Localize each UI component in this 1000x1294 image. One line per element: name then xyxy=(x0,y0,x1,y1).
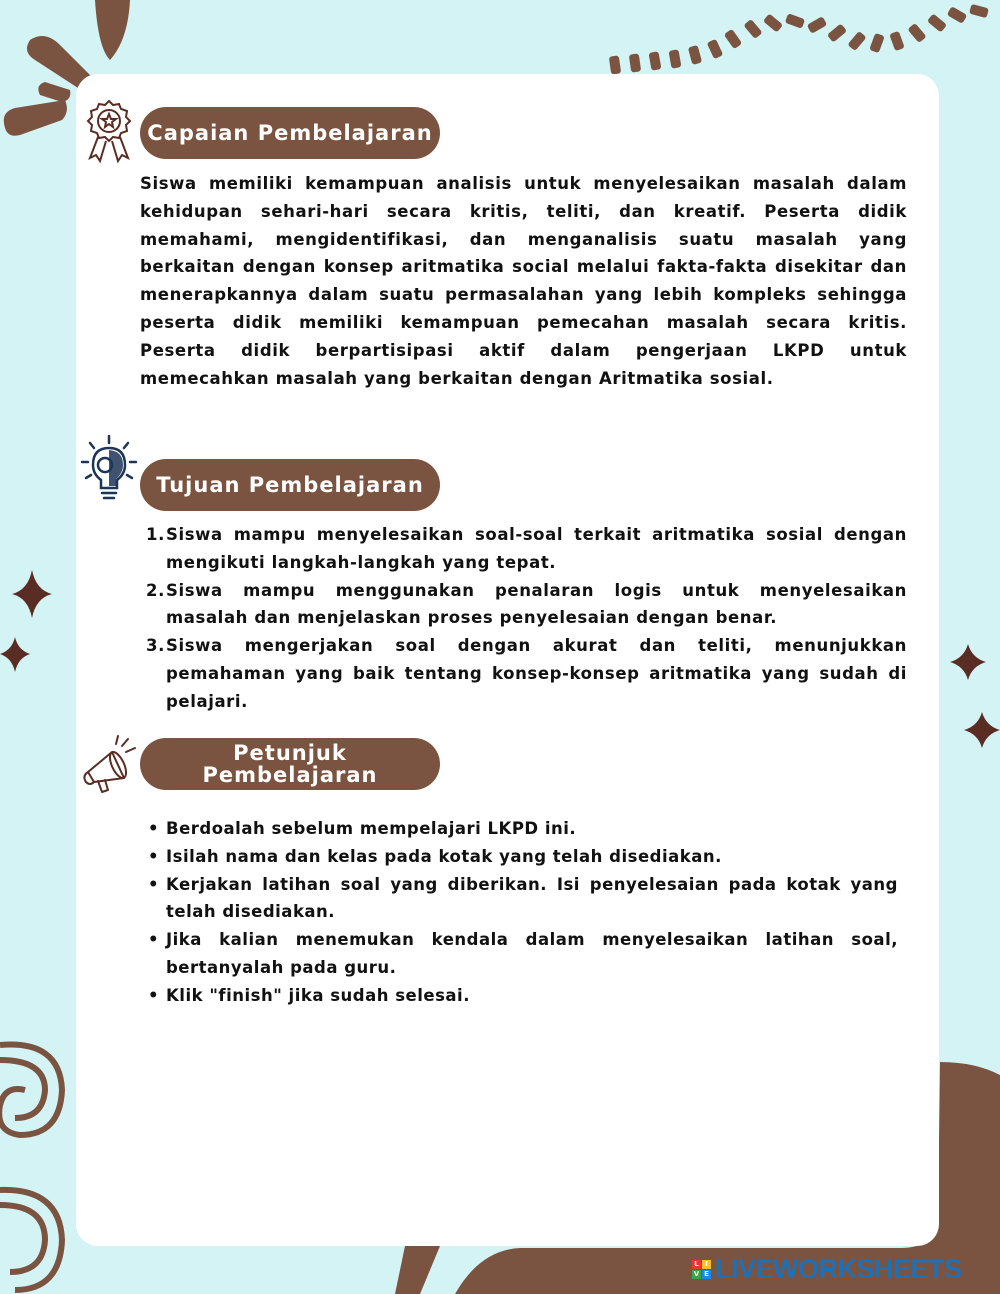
tujuan-item-number: 1. xyxy=(146,525,165,544)
sparkle-left-small xyxy=(0,637,30,672)
tujuan-item-number: 3. xyxy=(146,636,165,656)
tujuan-item xyxy=(146,577,907,633)
tujuan-title-pill xyxy=(140,459,440,511)
sparkle-right-bottom xyxy=(964,712,1000,748)
liveworksheets-logo[interactable] xyxy=(692,1254,962,1284)
logo-text: LIVEWORKSHEETS xyxy=(715,1253,962,1284)
award-ribbon-icon xyxy=(82,98,136,164)
petunjuk-item xyxy=(146,982,898,1010)
tujuan-item-text: Siswa mengerjakan soal dengan akurat dan teliti, menunjukkan pemahaman yang baik tentang konsep-konsep aritmatika yang sudah di pelajari. xyxy=(166,636,907,711)
bullet-icon: • xyxy=(148,819,160,838)
badge-letter: I xyxy=(702,1260,711,1269)
bullet-icon: • xyxy=(148,985,160,1005)
petunjuk-item xyxy=(146,871,898,927)
petunjuk-item-text: Kerjakan latihan soal yang diberikan. Isi penyelesaian pada kotak yang telah disediakan. xyxy=(166,874,898,922)
badge-letter: L xyxy=(692,1260,701,1269)
petunjuk-item-text: Klik "finish" jika sudah selesai. xyxy=(166,985,470,1005)
tujuan-item-number: 2. xyxy=(146,580,165,600)
lightbulb-gear-icon xyxy=(80,434,138,510)
petunjuk-list xyxy=(146,815,898,1010)
tujuan-item-text: Siswa mampu menggunakan penalaran logis untuk menyelesaikan masalah dan menjelaskan proses penyelesaian dengan benar. xyxy=(166,580,907,628)
capaian-body: Siswa memiliki kemampuan analisis untuk menyelesaikan masalah dalam kehidupan sehari-hari secara kritis, teliti, dan kreatif. Peserta didik memahami, mengidentifikasi, dan menganalisis suatu masalah yang berkaitan dengan konsep aritmatika social melalui fakta-fakta disekitar dan menerapkannya dalam suatu permasalahan yang lebih kompleks sehingga peserta didik memiliki kemampuan pemecahan masalah secara kritis. Peserta didik berpartisipasi aktif dalam pengerjaan LKPD untuk memecahkan masalah yang berkaitan dengan Aritmatika sosial. xyxy=(140,174,907,388)
sparkle-left-large xyxy=(12,570,52,618)
live-badge-icon xyxy=(692,1260,711,1279)
tujuan-item xyxy=(146,632,907,715)
petunjuk-item xyxy=(146,926,898,982)
tujuan-item-text: Siswa mampu menyelesaikan soal-soal terkait aritmatika sosial dengan mengikuti langkah-langkah yang tepat. xyxy=(166,525,907,572)
sparkle-right-top xyxy=(950,644,986,680)
petunjuk-item xyxy=(146,843,898,871)
tujuan-list xyxy=(146,521,907,716)
badge-letter: V xyxy=(693,1269,700,1278)
petunjuk-title-line2: Pembelajaran xyxy=(202,763,378,787)
bullet-icon: • xyxy=(148,930,160,950)
bullet-icon: • xyxy=(148,874,160,894)
tujuan-item xyxy=(146,521,907,577)
spiral-decoration xyxy=(0,1045,62,1290)
petunjuk-item-text: Jika kalian menemukan kendala dalam menyelesaikan latihan soal, bertanyalah pada guru. xyxy=(166,930,898,977)
bottom-left-stripe xyxy=(395,1246,440,1294)
bullet-icon: • xyxy=(148,846,160,866)
tujuan-title: Tujuan Pembelajaran xyxy=(156,473,424,497)
badge-letter: E xyxy=(702,1270,711,1279)
dashed-wave-decoration xyxy=(609,4,989,75)
petunjuk-title-line1: Petunjuk xyxy=(233,741,347,765)
petunjuk-item xyxy=(146,815,898,843)
capaian-title-pill xyxy=(140,107,440,159)
capaian-title: Capaian Pembelajaran xyxy=(147,121,433,145)
megaphone-icon xyxy=(80,734,140,796)
petunjuk-item-text: Berdoalah sebelum mempelajari LKPD ini. xyxy=(166,819,577,838)
petunjuk-item-text: Isilah nama dan kelas pada kotak yang telah disediakan. xyxy=(166,846,722,866)
petunjuk-title-pill xyxy=(140,738,440,790)
